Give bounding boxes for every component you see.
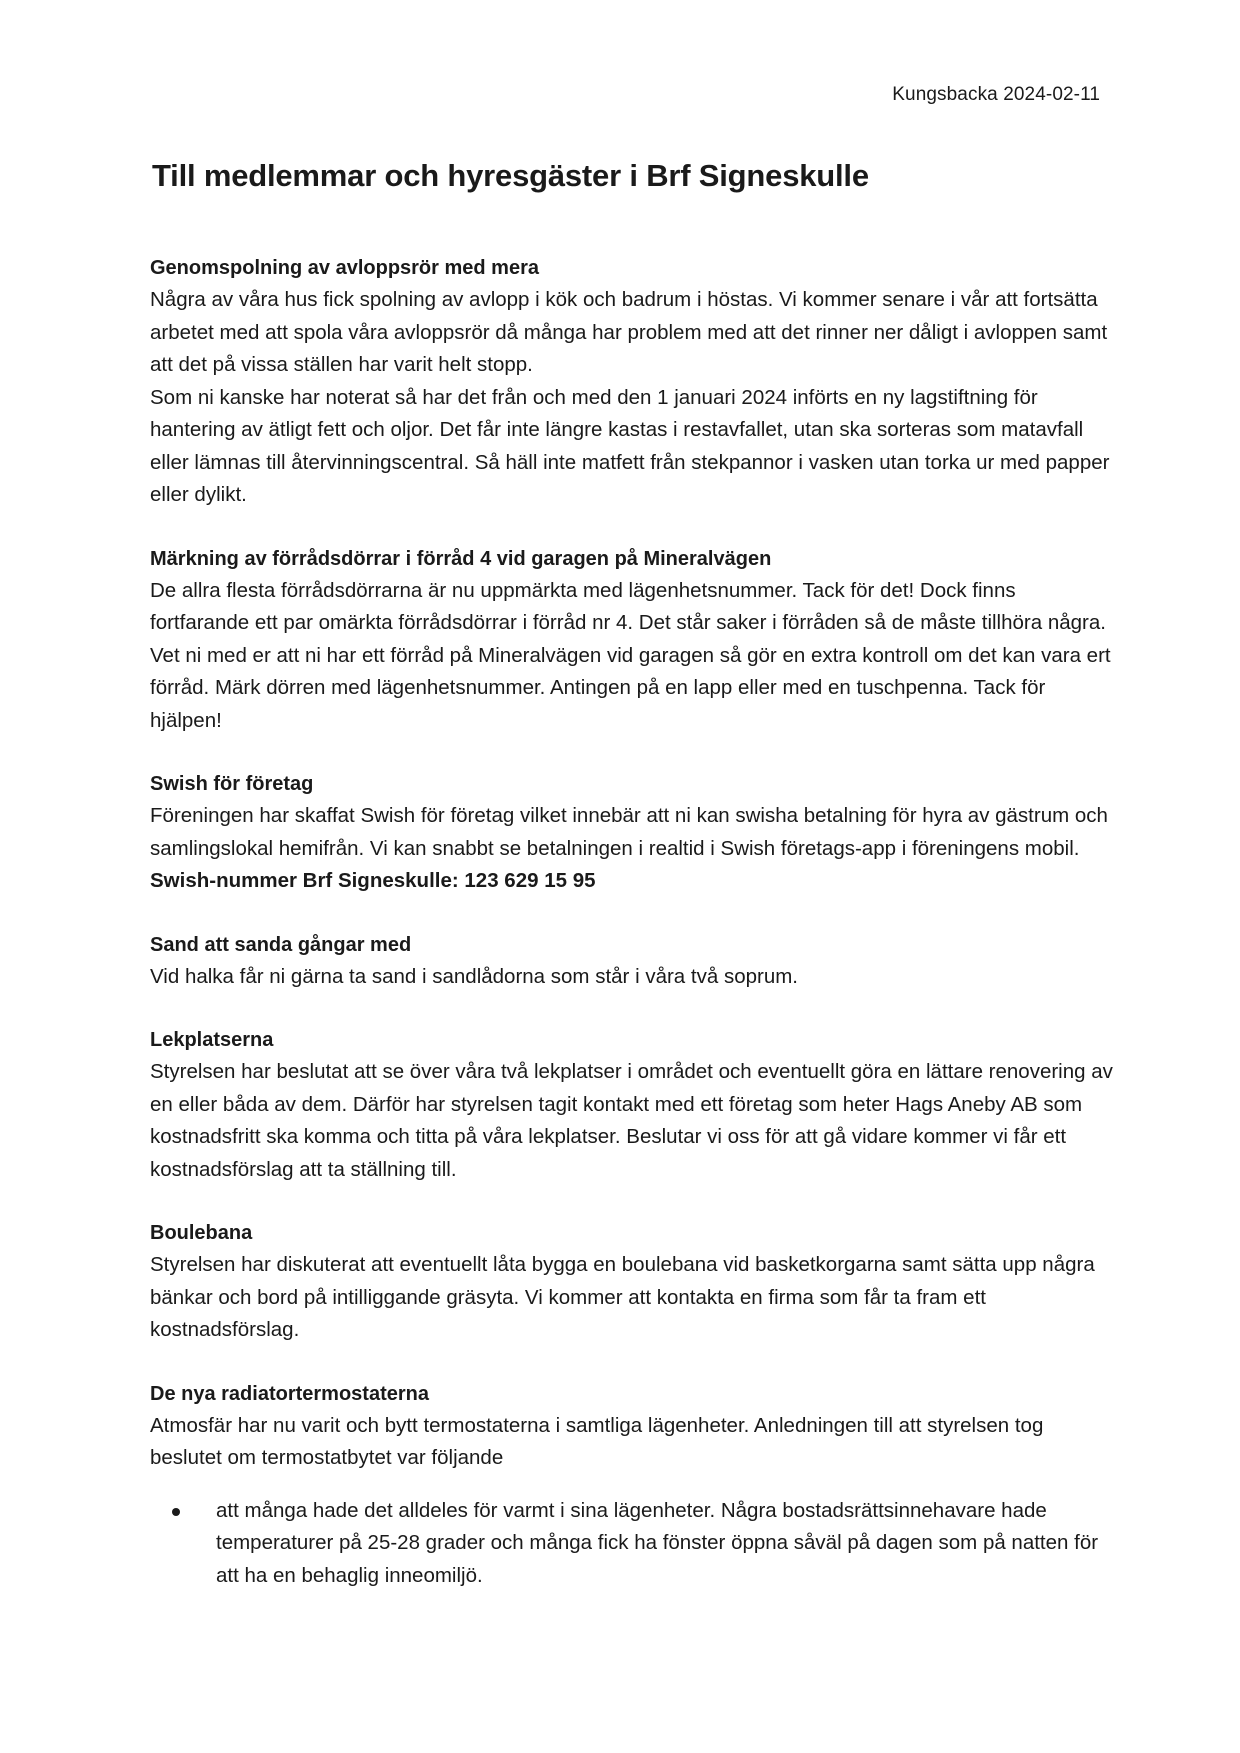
section-paragraph: Som ni kanske har noterat så har det från och med den 1 januari 2024 införts en ny lagstiftning för hantering av ätligt fett och oljor. Det får inte längre kastas i restavfallet, utan ska sorteras som matavfall eller lämnas till återvinningscentral. Så häll inte matfett från stekpannor i vasken utan torka ur med papper eller dylikt. [150, 385, 1110, 506]
document-body [150, 252, 1115, 1623]
section-paragraph: Föreningen har skaffat Swish för företag vilket innebär att ni kan swisha betalning för hyra av gästrum och samlingslokal hemifrån. Vi kan snabbt se betalningen i realtid i Swish företags-app i föreningens mobil. [150, 804, 1108, 860]
list-item [216, 1495, 1115, 1593]
section-heading: Märkning av förrådsdörrar i förråd 4 vid garagen på Mineralvägen [150, 547, 772, 570]
section-paragraph: Styrelsen har diskuterat att eventuellt låta bygga en boulebana vid basketkorgarna samt sätta upp några bänkar och bord på intilliggande gräsyta. Vi kommer att kontakta en firma som får ta fram ett kostnadsförslag. [150, 1253, 1095, 1341]
section-heading: Genomspolning av avloppsrör med mera [150, 257, 539, 279]
section-sand [150, 929, 1115, 994]
section-lekplatserna [150, 1024, 1115, 1186]
section-radiatortermostater [150, 1378, 1115, 1593]
section-swish [150, 768, 1115, 898]
section-heading: Swish för företag [150, 773, 314, 795]
section-boulebana [150, 1217, 1115, 1347]
section-paragraph: Vid halka får ni gärna ta sand i sandlådorna som står i våra två soprum. [150, 964, 798, 988]
section-heading: Lekplatserna [150, 1029, 274, 1051]
section-paragraph: Styrelsen har beslutat att se över våra två lekplatser i området och eventuellt göra en lättare renovering av en eller båda av dem. Därför har styrelsen tagit kontakt med ett företag som heter Hags Aneby AB som kostnadsfritt ska komma och titta på våra lekplatser. Beslutar vi oss för att gå vidare kommer vi får ett kostnadsförslag att ta ställning till. [150, 1060, 1113, 1181]
bullet-list [150, 1495, 1115, 1593]
section-heading: Boulebana [150, 1222, 253, 1244]
list-item-text: att många hade det alldeles för varmt i sina lägenheter. Några bostadsrättsinnehavare hade temperaturer på 25-28 grader och många fick ha fönster öppna såväl på dagen som på natten för att ha en behaglig inneomiljö. [216, 1498, 1099, 1587]
swish-number: Swish-nummer Brf Signeskulle: 123 629 15 95 [150, 869, 596, 892]
section-forradsdorrar [150, 543, 1115, 738]
section-heading: De nya radiatortermostaterna [150, 1382, 429, 1405]
dateline: Kungsbacka 2024-02-11 [892, 84, 1100, 105]
section-avloppsror [150, 252, 1115, 512]
page-title: Till medlemmar och hyresgäster i Brf Signeskulle [152, 158, 869, 193]
bullet-icon [172, 1508, 180, 1516]
section-paragraph: Några av våra hus fick spolning av avlopp i kök och badrum i höstas. Vi kommer senare i vår att fortsätta arbetet med att spola våra avloppsrör då många har problem med att det rinner ner dåligt i avloppen samt att det på vissa ställen har varit helt stopp. [150, 288, 1108, 376]
section-paragraph: Atmosfär har nu varit och bytt termostaterna i samtliga lägenheter. Anledningen till att styrelsen tog beslutet om termostatbytet var följande [150, 1413, 1044, 1469]
section-paragraph: De allra flesta förrådsdörrarna är nu uppmärkta med lägenhetsnummer. Tack för det! Dock finns fortfarande ett par omärkta förrådsdörrar i förråd nr 4. Det står saker i förråden så de måste tillhöra några. Vet ni med er att ni har ett förråd på Mineralvägen vid garagen så gör en extra kontroll om det kan vara ert förråd. Märk dörren med lägenhetsnummer. Antingen på en lapp eller med en tuschpenna. Tack för hjälpen! [150, 578, 1111, 732]
section-heading: Sand att sanda gångar med [150, 933, 412, 956]
